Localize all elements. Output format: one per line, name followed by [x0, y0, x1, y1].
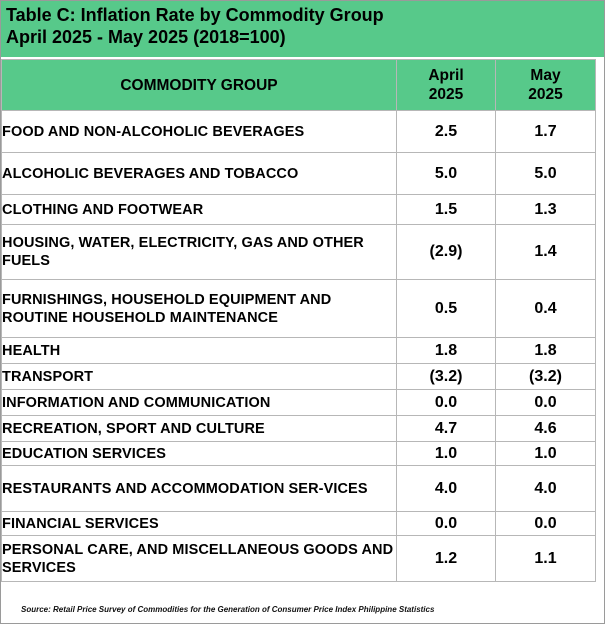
- commodity-label: PERSONAL CARE, AND MISCELLANEOUS GOODS AND SERVICES: [2, 536, 397, 582]
- title-bar: [1, 1, 604, 57]
- may-value: 1.8: [496, 338, 596, 364]
- may-value: 4.0: [496, 466, 596, 512]
- inflation-table: [1, 59, 596, 582]
- april-value: 4.0: [397, 466, 496, 512]
- commodity-label: RESTAURANTS AND ACCOMMODATION SER-VICES: [2, 466, 397, 512]
- may-value: 1.3: [496, 195, 596, 225]
- april-value: 1.8: [397, 338, 496, 364]
- may-value: 4.6: [496, 416, 596, 442]
- commodity-label: INFORMATION AND COMMUNICATION: [2, 390, 397, 416]
- table-title: Table C: Inflation Rate by Commodity Group: [6, 5, 384, 25]
- commodity-label: RECREATION, SPORT AND CULTURE: [2, 416, 397, 442]
- table-row: [2, 280, 596, 338]
- commodity-label: CLOTHING AND FOOTWEAR: [2, 195, 397, 225]
- table-subtitle: April 2025 - May 2025 (2018=100): [6, 27, 286, 47]
- column-header-commodity-group: COMMODITY GROUP: [2, 60, 397, 111]
- april-value: 1.2: [397, 536, 496, 582]
- commodity-label: FOOD AND NON-ALCOHOLIC BEVERAGES: [2, 111, 397, 153]
- may-value: 1.0: [496, 442, 596, 466]
- column-header-may-2025: [496, 60, 596, 111]
- commodity-label: FINANCIAL SERVICES: [2, 512, 397, 536]
- may-value: 0.4: [496, 280, 596, 338]
- may-value: 0.0: [496, 390, 596, 416]
- table-row: [2, 225, 596, 280]
- table-row: [2, 466, 596, 512]
- april-value: 2.5: [397, 111, 496, 153]
- commodity-label: ALCOHOLIC BEVERAGES AND TOBACCO: [2, 153, 397, 195]
- column-header-may-year: 2025: [528, 86, 563, 103]
- commodity-label: EDUCATION SERVICES: [2, 442, 397, 466]
- may-value: 1.7: [496, 111, 596, 153]
- table-row: [2, 338, 596, 364]
- table-row: [2, 111, 596, 153]
- april-value: 1.5: [397, 195, 496, 225]
- table-row: [2, 153, 596, 195]
- april-value: 0.0: [397, 512, 496, 536]
- column-header-april-year: 2025: [428, 86, 464, 103]
- commodity-label: HOUSING, WATER, ELECTRICITY, GAS AND OTHER FUELS: [2, 225, 397, 280]
- table-row: [2, 364, 596, 390]
- may-value: 1.4: [496, 225, 596, 280]
- april-value: (3.2): [397, 364, 496, 390]
- source-note: Source: Retail Price Survey of Commodities for the Generation of Consumer Price Index Philippine Statistics: [21, 605, 435, 614]
- april-value: 5.0: [397, 153, 496, 195]
- may-value: 5.0: [496, 153, 596, 195]
- table-row: [2, 442, 596, 466]
- table-row: [2, 512, 596, 536]
- table-row: [2, 195, 596, 225]
- table-row: [2, 416, 596, 442]
- may-value: (3.2): [496, 364, 596, 390]
- column-header-april-2025: [397, 60, 496, 111]
- april-value: 0.0: [397, 390, 496, 416]
- header-row: [2, 60, 596, 111]
- table-row: [2, 390, 596, 416]
- column-header-may-month: May: [530, 67, 561, 84]
- april-value: (2.9): [397, 225, 496, 280]
- may-value: 1.1: [496, 536, 596, 582]
- commodity-label: TRANSPORT: [2, 364, 397, 390]
- commodity-label: FURNISHINGS, HOUSEHOLD EQUIPMENT AND ROUTINE HOUSEHOLD MAINTENANCE: [2, 280, 397, 338]
- commodity-label: HEALTH: [2, 338, 397, 364]
- april-value: 1.0: [397, 442, 496, 466]
- april-value: 0.5: [397, 280, 496, 338]
- may-value: 0.0: [496, 512, 596, 536]
- column-header-april-month: April: [428, 67, 464, 84]
- april-value: 4.7: [397, 416, 496, 442]
- table-row: [2, 536, 596, 582]
